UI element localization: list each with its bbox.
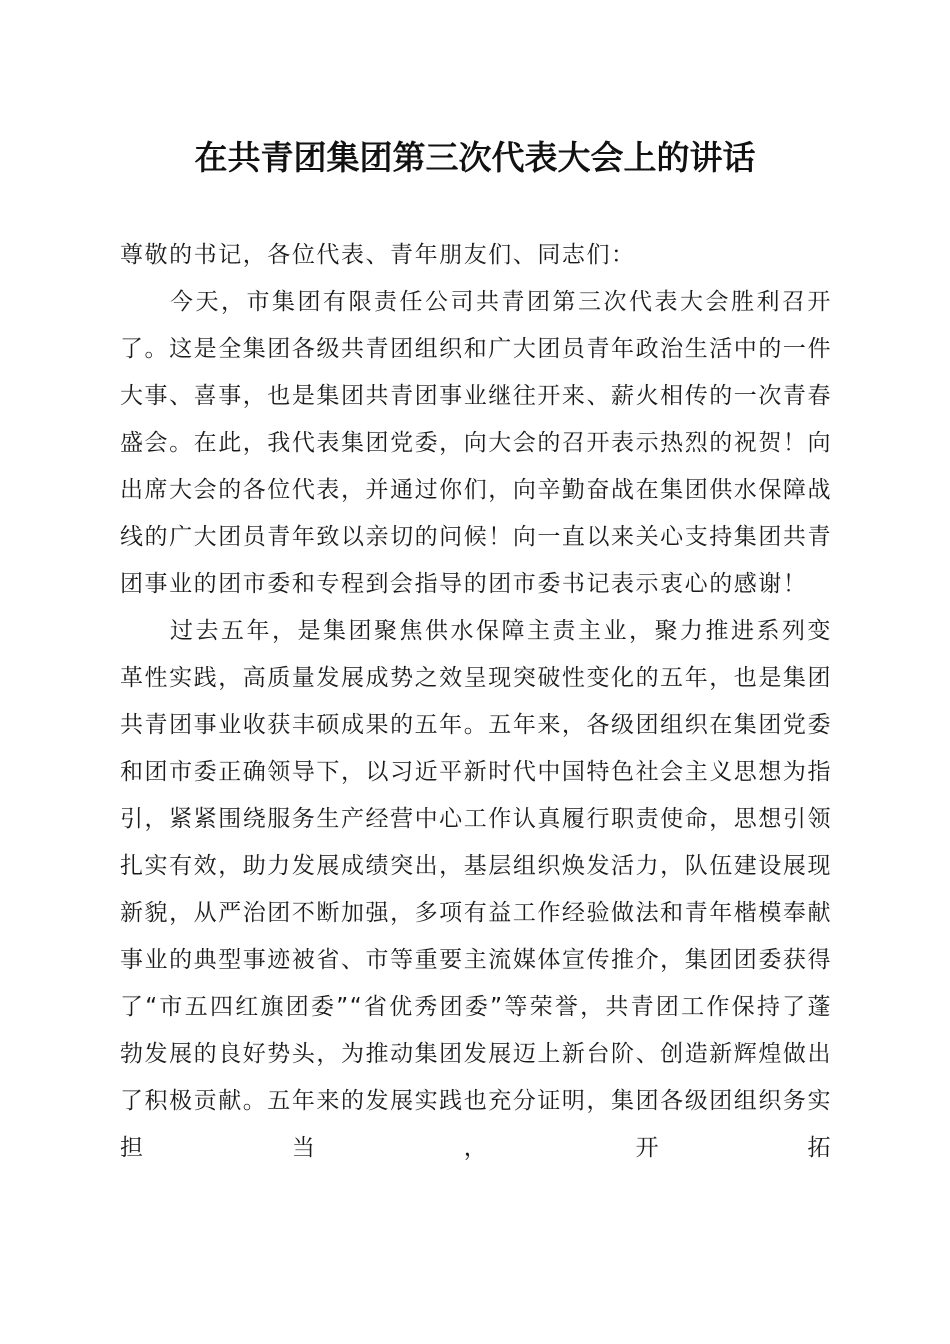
salutation: 尊敬的书记，各位代表、青年朋友们、同志们： <box>120 242 636 268</box>
paragraph-opening: 今天，市集团有限责任公司共青团第三次代表大会胜利召开了。这是全集团各级共青团组织和广大团员青年政治生活中的一件大事、喜事，也是集团共青团事业继往开来、薪火相传的一次青春盛会。在此，我代表集团党委，向大会的召开表示热烈的祝贺！向出席大会的各位代表，并通过你们，向辛勤奋战在集团供水保障战线的广大团员青年致以亲切的问候！向一直以来关心支持集团共青团事业的团市委和专程到会指导的团市委书记表示衷心的感谢！ <box>120 289 832 597</box>
paragraph-past-five-years: 过去五年，是集团聚焦供水保障主责主业，聚力推进系列变革性实践，高质量发展成势之效呈现突破性变化的五年，也是集团共青团事业收获丰硕成果的五年。五年来，各级团组织在集团党委和团市委正确领导下，以习近平新时代中国特色社会主义思想为指引，紧紧围绕服务生产经营中心工作认真履行职责使命，思想引领扎实有效，助力发展成绩突出，基层组织焕发活力，队伍建设展现新貌，从严治团不断加强，多项有益工作经验做法和青年楷模奉献事业的典型事迹被省、市等重要主流媒体宣传推介，集团团委获得了“市五四红旗团委”“省优秀团委”等荣誉，共青团工作保持了蓬勃发展的良好势头，为推动集团发展迈上新台阶、创造新辉煌做出了积极贡献。五年来的发展实践也充分证明，集团各级团组织务实担当，开拓 <box>120 618 832 1161</box>
document-body <box>120 232 832 1172</box>
document-title: 在共青团集团第三次代表大会上的讲话 <box>194 138 756 177</box>
